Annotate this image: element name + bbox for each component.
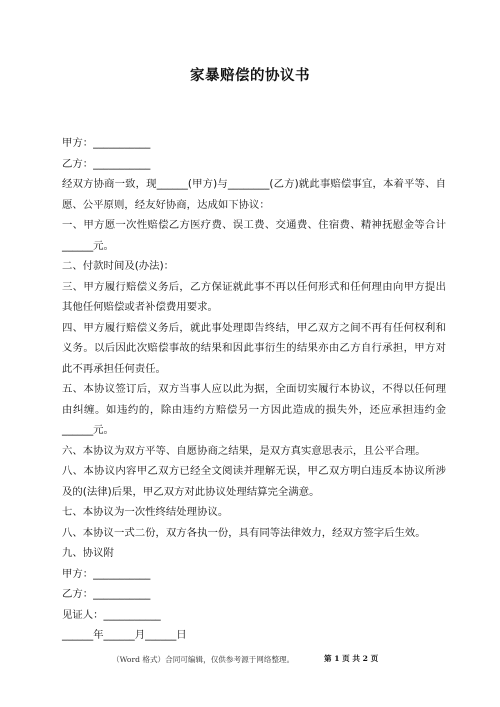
signature-witness: 见证人：___________ bbox=[62, 608, 161, 621]
clause-2: 二、付款时间及(办法)： bbox=[62, 260, 175, 272]
signature-party-b: 乙方：___________ bbox=[62, 588, 151, 600]
clause-5: 五、本协议签订后，双方当事人应以此为据，全面切实履行本协议，不得以任何理由纠缠。如违约的，除由违约方赔偿另一方因此造成的损失外，还应承担违约金______元。 bbox=[62, 383, 446, 436]
clause-7: 七、本协议为一次性终结处理协议。 bbox=[62, 506, 229, 518]
party-a-line: 甲方：___________ bbox=[62, 137, 151, 149]
party-b-line: 乙方：___________ bbox=[62, 157, 151, 170]
clause-1: 一、甲方愿一次性赔偿乙方医疗费、误工费、交通费、住宿费、精神抚慰金等合计______元。 bbox=[62, 219, 446, 252]
page-number: 第 1 页 共 2 页 bbox=[324, 654, 379, 663]
signature-party-a: 甲方：___________ bbox=[62, 567, 151, 580]
clause-4: 四、甲方履行赔偿义务后，就此事处理即告终结，甲乙双方之间不再有任何权利和义务。以后因此次赔偿事故的结果和因此事衍生的结果亦由乙方自行承担，甲方对此不再承担任何责任。 bbox=[62, 321, 446, 375]
clause-9: 九、协议附 bbox=[62, 547, 114, 559]
clause-3: 三、甲方履行赔偿义务后，乙方保证就此事不再以任何形式和任何理由向甲方提出其他任何赔偿或者补偿费用要求。 bbox=[62, 280, 446, 313]
footer-note: （Word 格式）合同可编辑，仅供参考源于网络整理。 bbox=[112, 655, 295, 664]
document-title: 家暴赔偿的协议书 bbox=[190, 68, 310, 84]
clause-8a: 八、本协议内容甲乙双方已经全文阅读并理解无误，甲乙双方明白违反本协议所涉及的(法律)后果，甲乙双方对此协议处理结算完全满意。 bbox=[62, 465, 446, 498]
clause-6: 六、本协议为双方平等、自愿协商之结果，是双方真实意思表示，且公平合理。 bbox=[62, 444, 426, 457]
document-body bbox=[62, 133, 446, 646]
signature-date: ______年______月______日 bbox=[62, 629, 187, 641]
clause-8b: 八、本协议一式二份，双方各执一份，具有同等法律效力，经双方签字后生效。 bbox=[62, 526, 426, 539]
intro-paragraph: 经双方协商一致，现______(甲方)与________(乙方)就此事赔偿事宜，本着平等、自愿、公平原则，经友好协商，达成如下协议： bbox=[62, 178, 446, 211]
